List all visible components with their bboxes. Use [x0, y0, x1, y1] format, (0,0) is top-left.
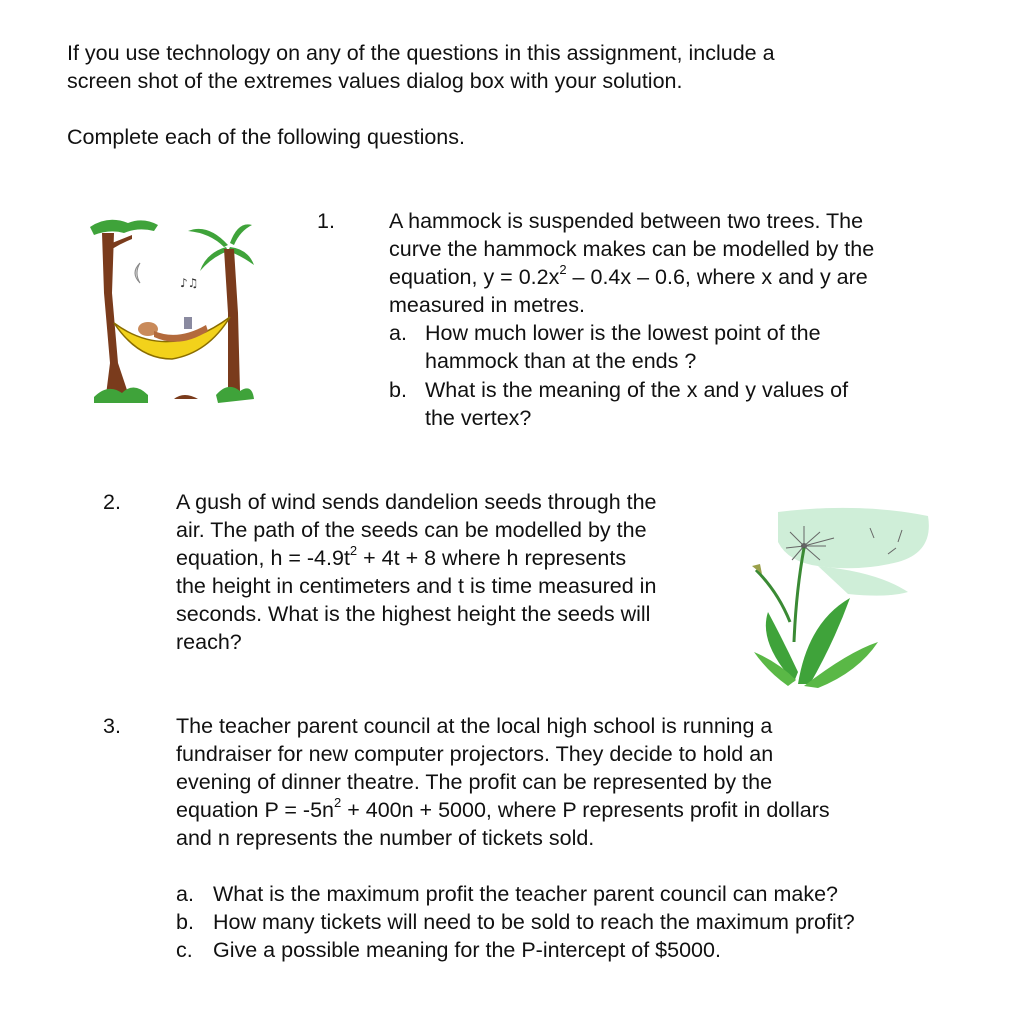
q2-eq-pre: equation, h = -4.9t: [176, 546, 350, 570]
q1-number: 1.: [317, 209, 335, 233]
q2-line-1: A gush of wind sends dandelion seeds through the: [176, 490, 657, 514]
q1-eq-post: – 0.4x – 0.6, where x and y are: [566, 265, 868, 289]
q3-part-a-text: What is the maximum profit the teacher parent council can make?: [213, 882, 838, 906]
q3-part-c-text: Give a possible meaning for the P-intercept of $5000.: [213, 938, 721, 962]
q1-equation: [389, 263, 868, 291]
q1-eq-pre: equation, y = 0.2x: [389, 265, 560, 289]
q3-line-5: and n represents the number of tickets sold.: [176, 826, 595, 850]
q3-part-b-text: How many tickets will need to be sold to reach the maximum profit?: [213, 910, 855, 934]
dandelion-illustration: [738, 502, 938, 692]
q1-part-a-line-2: hammock than at the ends ?: [425, 349, 697, 373]
q3-eq-exponent: 2: [334, 794, 342, 810]
q1-stem-line-1: A hammock is suspended between two trees. The: [389, 209, 864, 233]
q3-part-c-label: c.: [176, 938, 193, 962]
q3-line-1: The teacher parent council at the local high school is running a: [176, 714, 773, 738]
hammock-illustration: [88, 213, 256, 413]
q3-equation: [176, 796, 830, 824]
q2-line-5: seconds. What is the highest height the seeds will: [176, 602, 651, 626]
q1-eq-exponent: 2: [559, 261, 567, 277]
q1-part-b-label: b.: [389, 378, 407, 402]
intro-line-1: If you use technology on any of the questions in this assignment, include a: [67, 41, 775, 65]
q1-part-a-line-1: How much lower is the lowest point of the: [425, 321, 821, 345]
q1-stem-line-2: curve the hammock makes can be modelled by the: [389, 237, 875, 261]
q3-eq-post: + 400n + 5000, where P represents profit in dollars: [341, 798, 830, 822]
q2-equation: [176, 544, 626, 572]
q2-eq-post: + 4t + 8 where h represents: [357, 546, 627, 570]
q1-part-b-line-1: What is the meaning of the x and y values of: [425, 378, 849, 402]
q1-part-b-line-2: the vertex?: [425, 406, 532, 430]
q3-eq-pre: equation P = -5n: [176, 798, 334, 822]
q3-line-2: fundraiser for new computer projectors. They decide to hold an: [176, 742, 774, 766]
q2-eq-exponent: 2: [349, 542, 358, 558]
q1-part-a-label: a.: [389, 321, 407, 345]
q1-stem-end: measured in metres.: [389, 293, 585, 317]
q2-line-2: air. The path of the seeds can be modelled by the: [176, 518, 647, 542]
intro-line-2: screen shot of the extremes values dialog box with your solution.: [67, 69, 683, 93]
instruction-text: Complete each of the following questions.: [67, 125, 465, 149]
q3-part-a-label: a.: [176, 882, 194, 906]
q2-line-4: the height in centimeters and t is time measured in: [176, 574, 657, 598]
q3-line-3: evening of dinner theatre. The profit can be represented by the: [176, 770, 773, 794]
q2-line-6: reach?: [176, 630, 242, 654]
q3-part-b-label: b.: [176, 910, 194, 934]
q3-number: 3.: [103, 714, 121, 738]
q2-number: 2.: [103, 490, 121, 514]
svg-text:♪♫: ♪♫: [180, 276, 199, 290]
